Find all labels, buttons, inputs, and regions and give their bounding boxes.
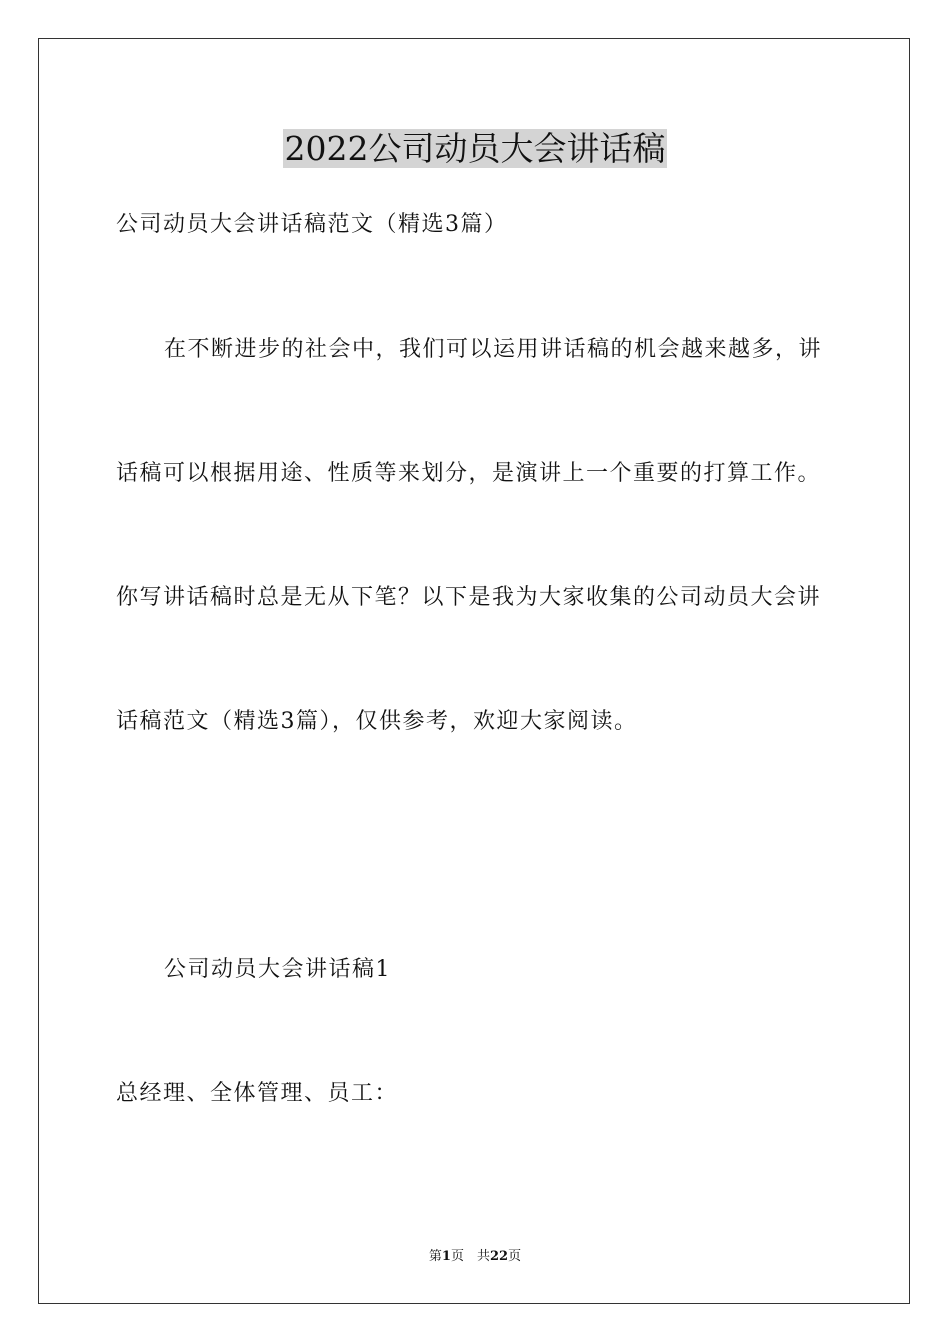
intro-line-3: 你写讲话稿时总是无从下笔？以下是我为大家收集的公司动员大会讲 xyxy=(116,585,822,610)
document-subtitle: 公司动员大会讲话稿范文（精选3篇） xyxy=(116,212,508,237)
page-footer xyxy=(0,1248,950,1266)
footer-mid: 页 共 xyxy=(450,1249,490,1264)
intro-line-2: 话稿可以根据用途、性质等来划分，是演讲上一个重要的打算工作。 xyxy=(116,461,822,486)
section-heading: 公司动员大会讲话稿1 xyxy=(164,957,391,982)
footer-total-pages: 22 xyxy=(489,1249,509,1264)
document-title-text: 2022公司动员大会讲话稿 xyxy=(284,129,666,168)
intro-line-4: 话稿范文（精选3篇），仅供参考，欢迎大家阅读。 xyxy=(116,709,638,734)
intro-line-1: 在不断进步的社会中，我们可以运用讲话稿的机会越来越多，讲 xyxy=(164,337,823,362)
document-title xyxy=(0,126,950,172)
salutation: 总经理、全体管理、员工： xyxy=(116,1081,399,1106)
footer-current-page: 1 xyxy=(441,1249,451,1264)
footer-prefix: 第 xyxy=(428,1249,442,1264)
footer-suffix: 页 xyxy=(508,1249,522,1264)
